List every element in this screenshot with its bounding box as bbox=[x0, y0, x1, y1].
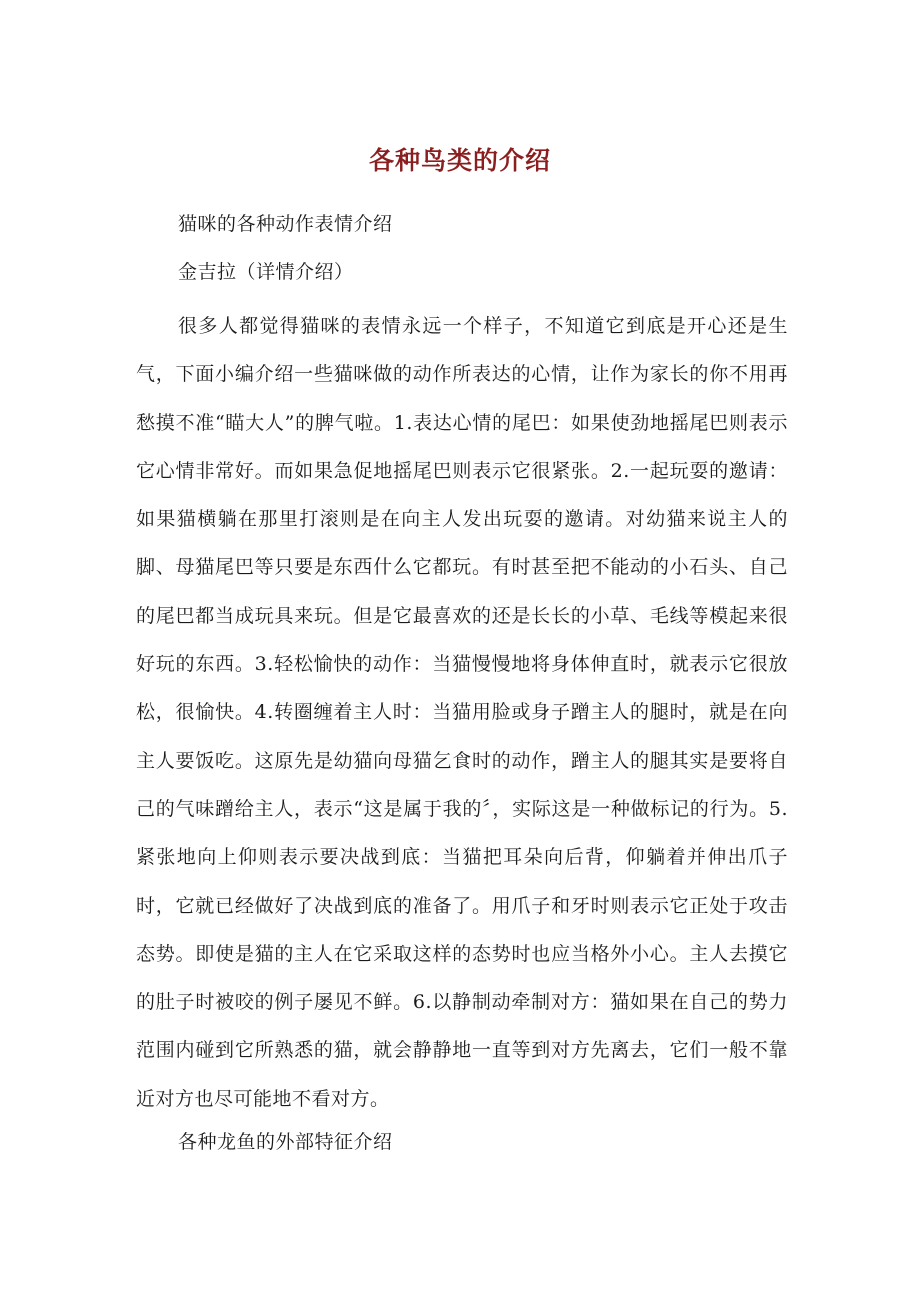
closing-heading: 各种龙鱼的外部特征介绍 bbox=[178, 1131, 393, 1153]
section-heading: 猫咪的各种动作表情介绍 bbox=[178, 213, 393, 235]
document-title: 各种鸟类的介绍 bbox=[368, 145, 551, 175]
subheading: 金吉拉（详情介绍） bbox=[178, 261, 354, 283]
body-paragraph: 很多人都觉得猫咪的表情永远一个样子，不知道它到底是开心还是生气，下面小编介绍一些猫咪做的动作所表达的心情，让作为家长的你不用再愁摸不准“瞄大人”的脾气啦。1.表达心情的尾巴：如果使劲地摇尾巴则表示它心情非常好。而如果急促地摇尾巴则表示它很紧张。2.一起玩耍的邀请：如果猫横躺在那里打滚则是在向主人发出玩耍的邀请。对幼猫来说主人的脚、母猫尾巴等只要是东西什么它都玩。有时甚至把不能动的小石头、自己的尾巴都当成玩具来玩。但是它最喜欢的还是长长的小草、毛线等模起来很好玩的东西。3.轻松愉快的动作：当猫慢慢地将身体伸直时，就表示它很放松，很愉快。4.转圈缠着主人时：当猫用脸或身子蹭主人的腿时，就是在向主人要饭吃。这原先是幼猫向母猫乞食时的动作，蹭主人的腿其实是要将自己的气味蹭给主人，表示“这是属于我的〞，实际这是一种做标记的行为。5.紧张地向上仰则表示要决战到底：当猫把耳朵向后背，仰躺着并伸出爪子时，它就已经做好了决战到底的准备了。用爪子和牙时则表示它正处于攻击态势。即使是猫的主人在它采取这样的态势时也应当格外小心。主人去摸它的肚子时被咬的例子屡见不鲜。6.以静制动牵制对方：猫如果在自己的势力范围内碰到它所熟悉的猫，就会静静地一直等到对方先离去，它们一般不靠近对方也尽可能地不看对方。 bbox=[136, 315, 788, 1110]
